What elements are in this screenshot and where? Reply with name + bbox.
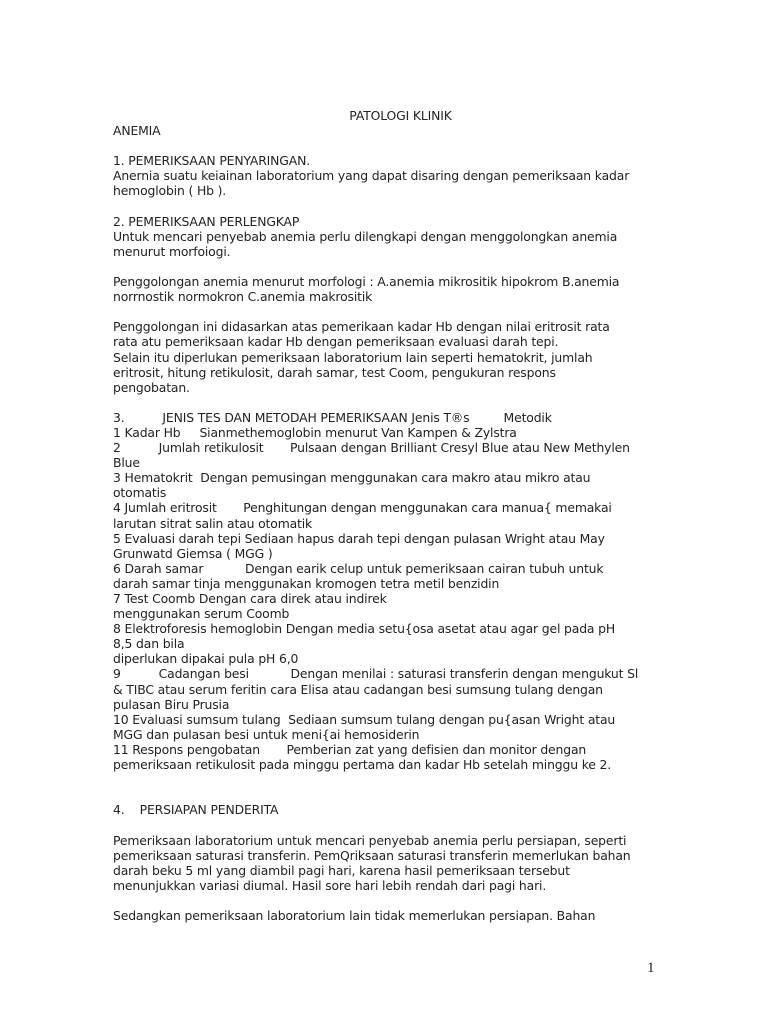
test-row: 9 Cadangan besi Dengan menilai : saturasi transferin dengan mengukut Sl — [113, 666, 639, 682]
test-row: 8 Elektroforesis hemoglobin Dengan media setu{osa asetat atau agar gel pada pH — [113, 621, 616, 637]
spacer — [113, 395, 658, 410]
test-row: 7 Test Coomb Dengan cara direk atau indirek — [113, 591, 387, 606]
test-row: 6 Darah samar Dengan earik celup untuk pemeriksaan cairan tubuh untuk — [113, 560, 604, 576]
test-row: MGG dan pulasan besi untuk meni{ai hemosiderin — [113, 726, 420, 742]
text-line: Selain itu diperlukan pemeriksaan laboratorium lain seperti hematokrit, jumlah — [113, 349, 593, 365]
text-line: Anernia suatu keiainan laboratorium yang dapat disaring dengan pemeriksaan kadar — [113, 168, 630, 184]
document-title: PATOLOGI KLINIK — [349, 108, 452, 123]
section-2-heading: 2. PEMERIKSAAN PERLENGKAP — [113, 213, 300, 229]
test-row: 2 Jumlah retikulosit Pulsaan dengan Brilliant Cresyl Blue atau New Methylen — [113, 440, 630, 456]
spacer — [113, 259, 658, 274]
test-row: & TIBC atau serum feritin cara Elisa atau cadangan besi sumsung tulang dengan — [113, 681, 603, 697]
text-line: pengobatan. — [113, 379, 190, 395]
test-row: Grunwatd Giemsa ( MGG ) — [113, 545, 273, 561]
text-line: Penggolongan ini didasarkan atas pemerikaan kadar Hb dengan nilai eritrosit rata — [113, 319, 610, 335]
text-line: menunjukkan variasi diumal. Hasil sore hari lebih rendah dari pagi hari. — [113, 877, 547, 893]
text-line: Untuk mencari penyebab anemia perlu dilengkapi dengan menggolongkan anemia — [113, 228, 618, 244]
spacer — [113, 138, 658, 153]
spacer — [113, 199, 658, 214]
text-line: rata atu pemeriksaan kadar Hb dengan pemeriksaan evaluasi darah tepi. — [113, 334, 559, 350]
text-line: eritrosit, hitung retikulosit, darah samar, test Coom, pengukuran respons — [113, 364, 556, 380]
text-line: darah beku 5 ml yang diambil pagi hari, karena hasil pemeriksaan tersebut — [113, 862, 570, 878]
spacer — [113, 304, 658, 319]
test-row: diperlukan dipakai pula pH 6,0 — [113, 651, 299, 667]
test-row: 8,5 dan bila — [113, 636, 185, 652]
text-line: hemoglobin ( Hb ). — [113, 183, 227, 199]
test-row: 3 Hematokrit Dengan pemusingan menggunakan cara makro atau mikro atau — [113, 470, 591, 486]
spacer — [113, 772, 658, 787]
test-row: 4 Jumlah eritrosit Penghitungan dengan menggunakan cara manua{ memakai — [113, 500, 612, 516]
section-1-heading: 1. PEMERIKSAAN PENYARINGAN. — [113, 153, 310, 169]
text-line: Penggolongan anemia menurut morfologi : A.anemia mikrositik hipokrom B.anemia — [113, 274, 620, 290]
test-row: larutan sitrat salin atau otomatik — [113, 515, 313, 531]
text-line: Sedangkan pemeriksaan laboratorium lain tidak memerlukan persiapan. Bahan — [113, 907, 596, 923]
test-row: 5 Evaluasi darah tepi Sediaan hapus darah tepi dengan pulasan Wright atau May — [113, 530, 605, 546]
test-row: pemeriksaan retikulosit pada minggu pertama dan kadar Hb setelah minggu ke 2. — [113, 757, 612, 773]
document-subtitle: ANEMIA — [113, 123, 161, 139]
spacer — [113, 817, 658, 832]
test-row: otomatis — [113, 485, 167, 501]
document-body — [113, 108, 658, 923]
spacer — [113, 893, 658, 908]
test-row: 1 Kadar Hb Sianmethemoglobin menurut Van Kampen & Zylstra — [113, 424, 517, 440]
section-4-heading: 4. PERSIAPAN PENDERITA — [113, 802, 279, 818]
text-line: pemeriksaan saturasi transferin. PemQriksaan saturasi transferin memerlukan bahan — [113, 847, 631, 863]
test-row: pulasan Biru Prusia — [113, 696, 230, 712]
page-number: 1 — [647, 960, 655, 976]
test-row: 11 Respons pengobatan Pemberian zat yang defisien dan monitor dengan — [113, 741, 587, 757]
test-row: menggunakan serum Coomb — [113, 606, 290, 622]
spacer — [113, 787, 658, 802]
section-3-heading: 3. JENIS TES DAN METODAH PEMERIKSAAN Jenis T®s Metodik — [113, 409, 552, 425]
test-row: darah samar tinja menggunakan kromogen tetra metil benzidin — [113, 575, 500, 591]
text-line: Pemeriksaan laboratorium untuk mencari penyebab anemia perlu persiapan, seperti — [113, 832, 627, 848]
text-line: norrnostik normokron C.anemia makrositik — [113, 289, 373, 305]
test-row: 10 Evaluasi sumsum tulang Sediaan sumsum tulang dengan pu{asan Wright atau — [113, 711, 616, 727]
test-row: Blue — [113, 455, 140, 471]
text-line: menurut morfoiogi. — [113, 243, 231, 259]
